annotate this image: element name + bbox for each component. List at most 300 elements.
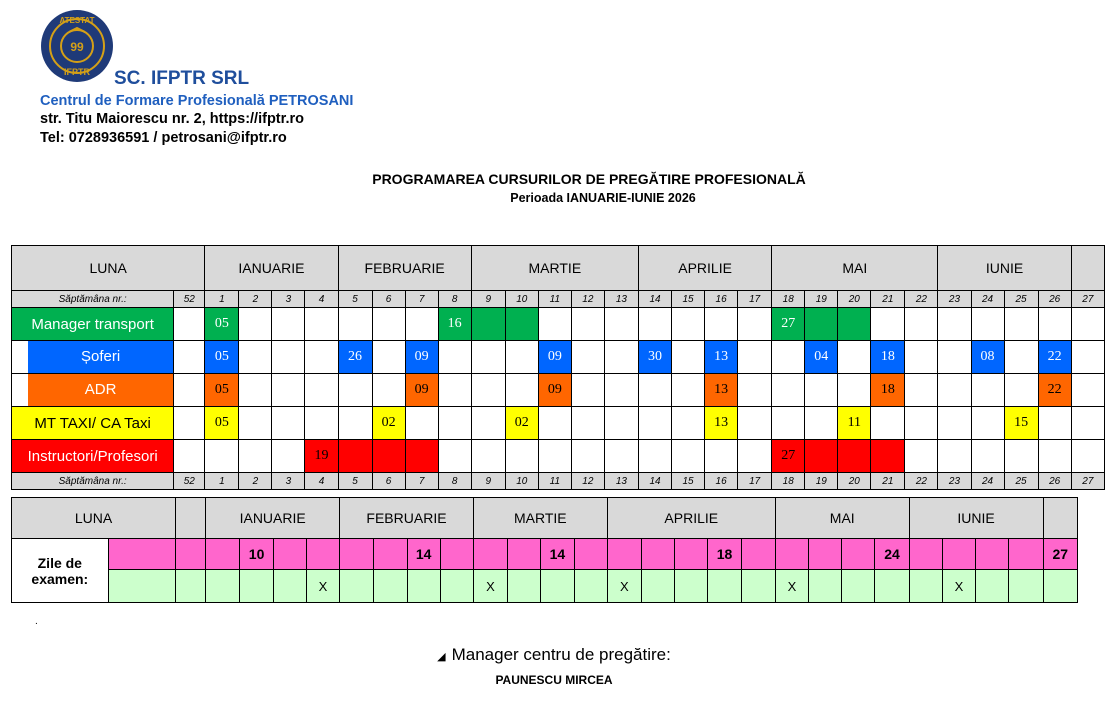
course-start-cell — [405, 440, 438, 473]
schedule-cell — [372, 341, 405, 374]
schedule-cell — [372, 308, 405, 341]
week-number: 8 — [438, 291, 471, 308]
week-label: Săptămâna nr.: — [12, 473, 174, 490]
schedule-cell — [338, 374, 372, 407]
exam-day-value: 18 — [708, 539, 741, 570]
course-start-cell — [838, 308, 871, 341]
schedule-cell — [604, 374, 638, 407]
schedule-cell — [205, 440, 239, 473]
exam-day-cell — [374, 539, 407, 570]
week-number: 6 — [372, 473, 405, 490]
course-start-cell — [338, 440, 372, 473]
schedule-cell — [1038, 440, 1071, 473]
exam-day-value: 14 — [541, 539, 574, 570]
week-number: 17 — [738, 473, 772, 490]
svg-text:99: 99 — [70, 40, 84, 54]
week-label: Săptămâna nr.: — [12, 291, 174, 308]
week-number: 22 — [905, 473, 938, 490]
course-start-cell — [471, 308, 505, 341]
week-number: 15 — [672, 473, 705, 490]
week-number: 19 — [805, 473, 838, 490]
schedule-cell — [1071, 374, 1104, 407]
exam-mark-cell — [340, 570, 374, 603]
week-number: 15 — [672, 291, 705, 308]
week-number: 16 — [705, 291, 738, 308]
week-number: 11 — [538, 291, 571, 308]
svg-text:ATESTAT: ATESTAT — [59, 16, 95, 25]
course-label: Instructori/Profesori — [12, 440, 174, 473]
course-start-cell: 27 — [772, 440, 805, 473]
exam-mark-cell — [641, 570, 674, 603]
course-start-cell — [372, 440, 405, 473]
course-start-cell — [838, 440, 871, 473]
schedule-cell — [471, 440, 505, 473]
zile-de-examen-label: Zile de examen: — [12, 539, 109, 603]
schedule-cell — [438, 374, 471, 407]
manager-title-text: Manager centru de pregătire: — [451, 645, 671, 664]
course-row — [12, 374, 1105, 407]
course-start-cell — [805, 440, 838, 473]
schedule-cell — [871, 407, 905, 440]
week-number: 23 — [938, 291, 971, 308]
exam-month-header-row — [12, 498, 1078, 539]
schedule-cell — [905, 440, 938, 473]
schedule-cell — [174, 374, 205, 407]
schedule-cell — [272, 407, 305, 440]
month-4: APRILIE — [638, 246, 771, 291]
exam-mark-cell — [240, 570, 273, 603]
document-title: PROGRAMAREA CURSURILOR DE PREGĂTIRE PROFESIONALĂ — [372, 171, 806, 187]
week-number: 22 — [905, 291, 938, 308]
course-start-cell: 09 — [405, 374, 438, 407]
week-number: 27 — [1071, 291, 1104, 308]
week-number: 12 — [571, 473, 604, 490]
course-start-cell: 05 — [205, 407, 239, 440]
week-number: 5 — [338, 473, 372, 490]
manager-title — [0, 645, 1108, 665]
footnote-dot: . — [35, 616, 38, 627]
course-start-cell: 09 — [538, 374, 571, 407]
exam-luna-label: LUNA — [12, 498, 176, 539]
course-start-cell: 16 — [438, 308, 471, 341]
schedule-cell — [604, 407, 638, 440]
exam-month-1: IANUARIE — [206, 498, 340, 539]
exam-day-cell — [508, 539, 541, 570]
course-row — [12, 308, 1105, 341]
schedule-cell — [305, 341, 338, 374]
week-number: 52 — [174, 473, 205, 490]
exam-day-cell — [842, 539, 875, 570]
schedule-cell — [1071, 407, 1104, 440]
schedule-cell — [971, 407, 1004, 440]
schedule-cell — [672, 407, 705, 440]
course-start-cell: 02 — [505, 407, 538, 440]
week-number: 5 — [338, 291, 372, 308]
week-number: 3 — [272, 291, 305, 308]
exam-mark-cell — [1009, 570, 1043, 603]
week-number: 12 — [571, 291, 604, 308]
course-start-cell: 05 — [205, 341, 239, 374]
exam-day-value: 27 — [1043, 539, 1077, 570]
course-start-cell: 05 — [205, 308, 239, 341]
course-label: Manager transport — [12, 308, 174, 341]
month-header-row — [12, 246, 1105, 291]
schedule-cell — [405, 407, 438, 440]
schedule-cell — [905, 308, 938, 341]
exam-marks-row — [12, 570, 1078, 603]
schedule-cell — [938, 308, 971, 341]
schedule-cell — [604, 440, 638, 473]
course-start-cell: 18 — [871, 374, 905, 407]
schedule-cell — [239, 440, 272, 473]
schedule-cell — [405, 308, 438, 341]
exam-day-value: 14 — [407, 539, 440, 570]
week-number: 7 — [405, 473, 438, 490]
course-start-cell: 04 — [805, 341, 838, 374]
course-start-cell: 11 — [838, 407, 871, 440]
exam-day-cell — [976, 539, 1009, 570]
exam-mark-cell — [440, 570, 473, 603]
course-start-cell: 05 — [205, 374, 239, 407]
week-number: 26 — [1038, 473, 1071, 490]
schedule-cell — [305, 407, 338, 440]
month-2: FEBRUARIE — [338, 246, 471, 291]
schedule-cell — [1071, 308, 1104, 341]
schedule-cell — [738, 341, 772, 374]
course-start-cell: 15 — [1004, 407, 1038, 440]
schedule-cell — [772, 374, 805, 407]
schedule-cell — [174, 308, 205, 341]
schedule-cell — [505, 440, 538, 473]
exam-mark-cell — [875, 570, 909, 603]
month-6: IUNIE — [938, 246, 1071, 291]
luna-label: LUNA — [12, 246, 205, 291]
schedule-cell — [1071, 440, 1104, 473]
week-number: 14 — [638, 473, 671, 490]
schedule-cell — [971, 440, 1004, 473]
week-number: 11 — [538, 473, 571, 490]
exam-month-2: FEBRUARIE — [340, 498, 474, 539]
schedule-cell — [305, 308, 338, 341]
week-number: 14 — [638, 291, 671, 308]
schedule-cell — [772, 341, 805, 374]
schedule-cell — [738, 308, 772, 341]
month-1: IANUARIE — [205, 246, 338, 291]
schedule-cell — [538, 440, 571, 473]
schedule-cell — [538, 407, 571, 440]
schedule-cell — [1004, 374, 1038, 407]
schedule-cell — [705, 440, 738, 473]
week-number: 20 — [838, 291, 871, 308]
schedule-cell — [838, 341, 871, 374]
schedule-cell — [672, 374, 705, 407]
schedule-cell — [174, 407, 205, 440]
schedule-cell — [1004, 440, 1038, 473]
week-number: 27 — [1071, 473, 1104, 490]
schedule-cell — [604, 308, 638, 341]
week-number: 10 — [505, 473, 538, 490]
schedule-cell — [938, 341, 971, 374]
week-number: 1 — [205, 291, 239, 308]
manager-name: PAUNESCU MIRCEA — [495, 673, 613, 687]
exam-day-cell — [440, 539, 473, 570]
week-number: 18 — [772, 473, 805, 490]
week-number: 13 — [604, 291, 638, 308]
course-start-cell: 08 — [971, 341, 1004, 374]
schedule-cell — [738, 440, 772, 473]
schedule-cell — [638, 308, 671, 341]
course-start-cell: 30 — [638, 341, 671, 374]
exam-mark-cell — [574, 570, 607, 603]
schedule-cell — [905, 374, 938, 407]
schedule-cell — [638, 407, 671, 440]
course-start-cell: 18 — [871, 341, 905, 374]
triangle-icon: ◢ — [437, 651, 446, 663]
week-number: 18 — [772, 291, 805, 308]
week-number: 23 — [938, 473, 971, 490]
week-number: 10 — [505, 291, 538, 308]
exam-mark-x: X — [607, 570, 641, 603]
exam-mark-cell — [708, 570, 741, 603]
schedule-cell — [938, 374, 971, 407]
exam-day-cell — [809, 539, 842, 570]
schedule-cell — [938, 407, 971, 440]
exam-day-cell — [942, 539, 975, 570]
exam-mark-cell — [273, 570, 306, 603]
schedule-cell — [738, 407, 772, 440]
schedule-cell — [571, 440, 604, 473]
course-start-cell — [871, 440, 905, 473]
exam-day-cell — [607, 539, 641, 570]
schedule-cell — [239, 341, 272, 374]
schedule-cell — [905, 407, 938, 440]
schedule-cell — [272, 374, 305, 407]
week-number: 9 — [471, 473, 505, 490]
course-start-cell: 13 — [705, 407, 738, 440]
course-start-cell: 13 — [705, 341, 738, 374]
exam-mark-cell — [108, 570, 175, 603]
week-number: 26 — [1038, 291, 1071, 308]
week-number: 52 — [174, 291, 205, 308]
week-number: 19 — [805, 291, 838, 308]
company-name: SC. IFPTR SRL — [114, 68, 250, 89]
week-footer-row — [12, 473, 1105, 490]
week-number: 4 — [305, 291, 338, 308]
schedule-cell — [1038, 407, 1071, 440]
week-number: 1 — [205, 473, 239, 490]
exam-month-5: MAI — [775, 498, 909, 539]
week-number: 21 — [871, 473, 905, 490]
exam-mark-x: X — [775, 570, 808, 603]
course-start-cell: 27 — [772, 308, 805, 341]
schedule-cell — [971, 308, 1004, 341]
schedule-cell — [505, 374, 538, 407]
company-address: str. Titu Maiorescu nr. 2, https://ifptr.ro — [40, 111, 304, 127]
schedule-cell — [971, 374, 1004, 407]
schedule-cell — [672, 308, 705, 341]
ifptr-logo — [39, 8, 115, 84]
exam-mark-cell — [842, 570, 875, 603]
course-label: MT TAXI/ CA Taxi — [12, 407, 174, 440]
exam-day-value: 10 — [240, 539, 273, 570]
week-number: 2 — [239, 291, 272, 308]
exam-day-cell — [741, 539, 775, 570]
schedule-cell — [772, 407, 805, 440]
exam-mark-cell — [176, 570, 206, 603]
schedule-cell — [471, 341, 505, 374]
exam-day-cell — [909, 539, 942, 570]
schedule-cell — [604, 341, 638, 374]
exam-mark-cell — [541, 570, 574, 603]
week-number: 8 — [438, 473, 471, 490]
schedule-cell — [905, 341, 938, 374]
schedule-cell — [471, 374, 505, 407]
course-start-cell: 02 — [372, 407, 405, 440]
schedule-cell — [438, 341, 471, 374]
schedule-cell — [571, 308, 604, 341]
exam-day-cell — [176, 539, 206, 570]
schedule-cell — [1004, 341, 1038, 374]
exam-mark-x: X — [306, 570, 339, 603]
course-start-cell: 09 — [538, 341, 571, 374]
schedule-cell — [338, 407, 372, 440]
schedule-cell — [305, 374, 338, 407]
schedule-cell — [1071, 341, 1104, 374]
exam-day-cell — [641, 539, 674, 570]
week-number: 20 — [838, 473, 871, 490]
course-label — [12, 374, 174, 407]
week-number: 7 — [405, 291, 438, 308]
schedule-cell — [571, 407, 604, 440]
week-number: 6 — [372, 291, 405, 308]
week-number: 2 — [239, 473, 272, 490]
schedule-cell — [705, 308, 738, 341]
schedule-cell — [239, 374, 272, 407]
exam-day-value: 24 — [875, 539, 909, 570]
exam-mark-x: X — [942, 570, 975, 603]
course-start-cell: 22 — [1038, 341, 1071, 374]
course-start-cell: 09 — [405, 341, 438, 374]
exam-mark-cell — [508, 570, 541, 603]
week-number: 24 — [971, 473, 1004, 490]
document-period: Perioada IANUARIE-IUNIE 2026 — [510, 191, 696, 205]
exam-month-spacer — [1043, 498, 1077, 539]
week-number: 21 — [871, 291, 905, 308]
course-label-box: Șoferi — [28, 341, 173, 373]
week-number: 25 — [1004, 291, 1038, 308]
schedule-cell — [272, 440, 305, 473]
course-start-cell — [505, 308, 538, 341]
exam-day-cell — [473, 539, 507, 570]
exam-day-cell — [273, 539, 306, 570]
exam-mark-cell — [1043, 570, 1077, 603]
week-number: 9 — [471, 291, 505, 308]
svg-text:IFPTR: IFPTR — [64, 67, 90, 77]
schedule-cell — [438, 407, 471, 440]
course-label — [12, 341, 174, 374]
week-number: 16 — [705, 473, 738, 490]
exam-mark-cell — [407, 570, 440, 603]
exam-mark-cell — [374, 570, 407, 603]
course-start-cell: 22 — [1038, 374, 1071, 407]
schedule-cell — [738, 374, 772, 407]
exam-spacer — [176, 498, 206, 539]
exam-day-cell — [340, 539, 374, 570]
exam-day-cell — [206, 539, 240, 570]
exam-day-cell — [675, 539, 708, 570]
schedule-cell — [938, 440, 971, 473]
month-spacer — [1071, 246, 1104, 291]
schedule-cell — [638, 374, 671, 407]
week-number: 17 — [738, 291, 772, 308]
center-name: Centrul de Formare Profesională PETROSANI — [40, 93, 354, 109]
exam-day-cell — [306, 539, 339, 570]
exam-mark-cell — [909, 570, 942, 603]
exam-mark-cell — [741, 570, 775, 603]
exam-mark-cell — [675, 570, 708, 603]
schedule-cell — [174, 341, 205, 374]
schedule-cell — [805, 407, 838, 440]
schedule-cell — [1004, 308, 1038, 341]
course-start-cell: 26 — [338, 341, 372, 374]
course-label-box: ADR — [28, 374, 173, 406]
course-row — [12, 440, 1105, 473]
exam-days-row — [12, 539, 1078, 570]
exam-month-4: APRILIE — [607, 498, 775, 539]
schedule-cell — [838, 374, 871, 407]
month-3: MARTIE — [471, 246, 638, 291]
schedule-cell — [272, 341, 305, 374]
schedule-cell — [571, 374, 604, 407]
week-number: 25 — [1004, 473, 1038, 490]
exam-mark-cell — [976, 570, 1009, 603]
company-contact: Tel: 0728936591 / petrosani@ifptr.ro — [40, 130, 287, 146]
schedule-cell — [805, 374, 838, 407]
schedule-cell — [174, 440, 205, 473]
schedule-cell — [672, 341, 705, 374]
exam-mark-cell — [809, 570, 842, 603]
course-row — [12, 407, 1105, 440]
schedule-cell — [239, 308, 272, 341]
schedule-cell — [239, 407, 272, 440]
exam-day-cell — [574, 539, 607, 570]
schedule-cell — [638, 440, 671, 473]
schedule-cell — [1038, 308, 1071, 341]
schedule-cell — [871, 308, 905, 341]
month-5: MAI — [772, 246, 938, 291]
week-header-row — [12, 291, 1105, 308]
schedule-cell — [372, 374, 405, 407]
week-number: 3 — [272, 473, 305, 490]
exam-days-table — [11, 497, 1078, 603]
exam-mark-x: X — [473, 570, 507, 603]
exam-day-cell — [1009, 539, 1043, 570]
exam-mark-cell — [206, 570, 240, 603]
course-start-cell: 19 — [305, 440, 338, 473]
schedule-cell — [538, 308, 571, 341]
course-row — [12, 341, 1105, 374]
schedule-cell — [338, 308, 372, 341]
schedule-cell — [505, 341, 538, 374]
schedule-cell — [571, 341, 604, 374]
course-start-cell — [805, 308, 838, 341]
exam-month-3: MARTIE — [473, 498, 607, 539]
exam-month-6: IUNIE — [909, 498, 1043, 539]
week-number: 4 — [305, 473, 338, 490]
course-start-cell: 13 — [705, 374, 738, 407]
schedule-cell — [438, 440, 471, 473]
schedule-cell — [672, 440, 705, 473]
